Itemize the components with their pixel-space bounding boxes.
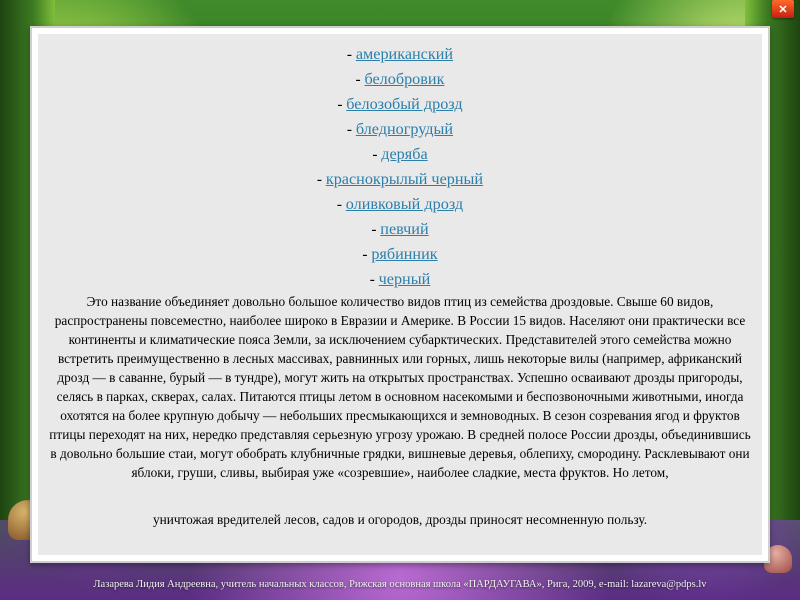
list-item bbox=[48, 267, 752, 292]
list-item bbox=[48, 192, 752, 217]
close-icon: ✕ bbox=[778, 3, 788, 16]
thrush-species-list bbox=[48, 42, 752, 292]
list-item-prefix: - bbox=[369, 271, 379, 288]
species-link[interactable]: черный bbox=[378, 270, 431, 288]
close-button[interactable] bbox=[772, 0, 794, 18]
list-item-prefix: - bbox=[346, 121, 356, 138]
species-link[interactable]: белобровик bbox=[364, 70, 445, 88]
species-link[interactable]: американский bbox=[355, 45, 454, 63]
list-item-prefix: - bbox=[371, 221, 381, 238]
species-link[interactable]: рябинник bbox=[371, 245, 438, 263]
list-item-prefix: - bbox=[336, 196, 346, 213]
list-item bbox=[48, 242, 752, 267]
list-item-prefix: - bbox=[355, 71, 365, 88]
list-item-prefix: - bbox=[362, 246, 372, 263]
species-link[interactable]: бледногрудый bbox=[355, 120, 454, 138]
list-item bbox=[48, 142, 752, 167]
list-item bbox=[48, 117, 752, 142]
list-item-prefix: - bbox=[316, 171, 326, 188]
description-paragraph-last: уничтожая вредителей лесов, садов и огородов, дрозды приносят несомненную пользу. bbox=[152, 512, 648, 527]
author-footer: Лазарева Лидия Андреевна, учитель начальных классов, Рижская основная школа «ПАРДАУГАВА», Рига, 2009, e-mail: lazareva@pdps.lv bbox=[93, 579, 707, 590]
content-panel bbox=[38, 34, 762, 555]
list-item bbox=[48, 167, 752, 192]
list-item-prefix: - bbox=[372, 146, 382, 163]
species-link[interactable]: деряба bbox=[381, 145, 428, 163]
species-link[interactable]: белозобый дрозд bbox=[346, 95, 463, 113]
slide-frame bbox=[30, 26, 770, 563]
list-item bbox=[48, 92, 752, 117]
description-paragraph: Это название объединяет довольно большое количество видов птиц из семейства дроздовые. Свыше 60 видов, распространены повсеместно, наиболее широко в Евразии и Америке. В России 15 видов. Населяют они практически все континенты и климатические пояса Земли, за исключением субарктических. Представителей этого семейства можно встретить преимущественно в лесных массивах, равнинных или горных, лишь некоторые вилы (например, африканский дрозд — в саванне, бурый — в тундре), могут жить на открытых пространствах. Успешно осваивают дрозды пригороды, селясь в парках, скверах, салах. Питаются птицы летом в основном насекомыми и беспозвоночными животными, иногда охотятся на более крупную добычу — небольших пресмыкающихся и земноводных. В сезон созревания ягод и фруктов птицы переходят на них, нередко представляя серьезную угрозу урожаю. В средней полосе России дрозды, объединившись в довольно большие стаи, могут обобрать клубничные грядки, вишневые деревья, облепиху, смородину. Расклевывают они яблоки, груши, сливы, выбирая уже «созревшие», наиболее сладкие, места фруктов. Но летом, bbox=[49, 294, 751, 480]
list-item bbox=[48, 217, 752, 242]
list-item-prefix: - bbox=[346, 46, 356, 63]
species-link[interactable]: краснокрылый черный bbox=[325, 170, 484, 188]
species-link[interactable]: оливковый дрозд bbox=[345, 195, 464, 213]
species-link[interactable]: певчий bbox=[380, 220, 429, 238]
list-item bbox=[48, 42, 752, 67]
list-item-prefix: - bbox=[337, 96, 347, 113]
list-item bbox=[48, 67, 752, 92]
